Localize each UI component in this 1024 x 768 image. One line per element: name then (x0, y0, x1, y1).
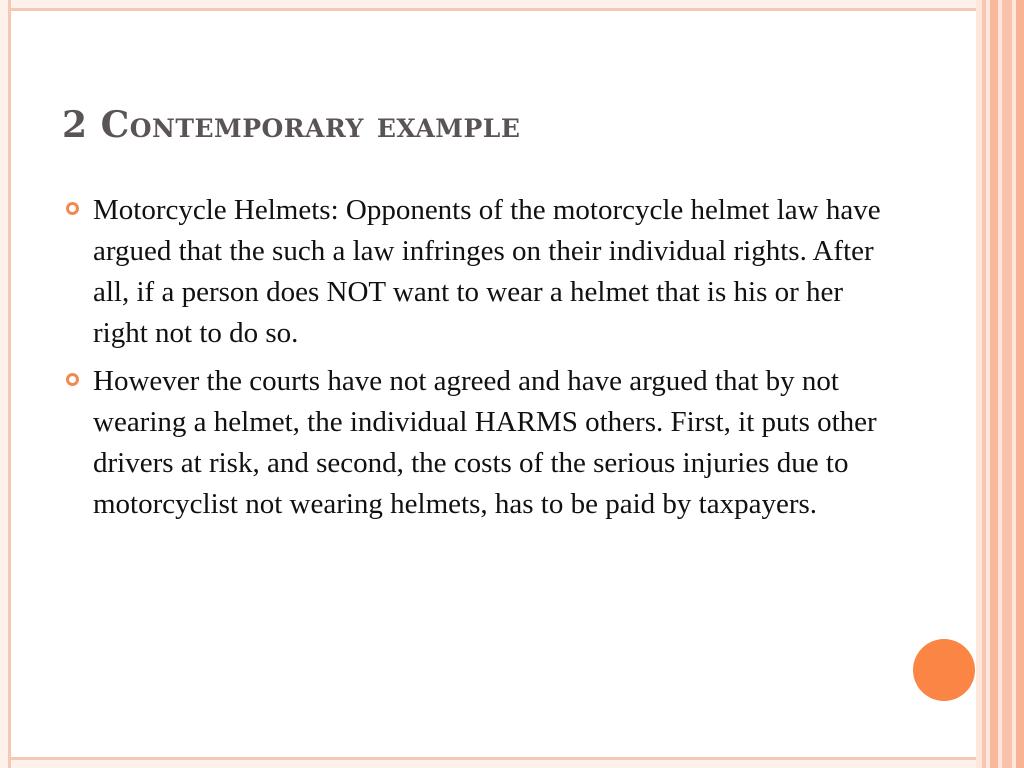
decorative-stripe (1002, 0, 1012, 768)
circle-bullet-icon (66, 202, 79, 215)
bullet-text: Motorcycle Helmets: Opponents of the motorcycle helmet law have argued that the such a law infringes on their individual rights. After all, if a person does NOT want to wear a helmet that is his or her right not to do so. (93, 194, 881, 349)
bullet-item (66, 190, 886, 354)
decorative-stripe (990, 0, 998, 768)
bullet-item (66, 361, 886, 525)
circle-bullet-icon (66, 373, 79, 386)
frame-stripe (8, 757, 996, 760)
bullet-list (66, 190, 886, 532)
decorative-stripe (1016, 0, 1024, 768)
accent-circle-icon (913, 639, 975, 701)
bullet-text: However the courts have not agreed and have argued that by not wearing a helmet, the individual HARMS others. First, it puts other drivers at risk, and second, the costs of the serious injuries due to motorcyclist not wearing helmets, has to be paid by taxpayers. (93, 365, 877, 520)
slide-title: 2 Contemporary example (62, 104, 521, 146)
